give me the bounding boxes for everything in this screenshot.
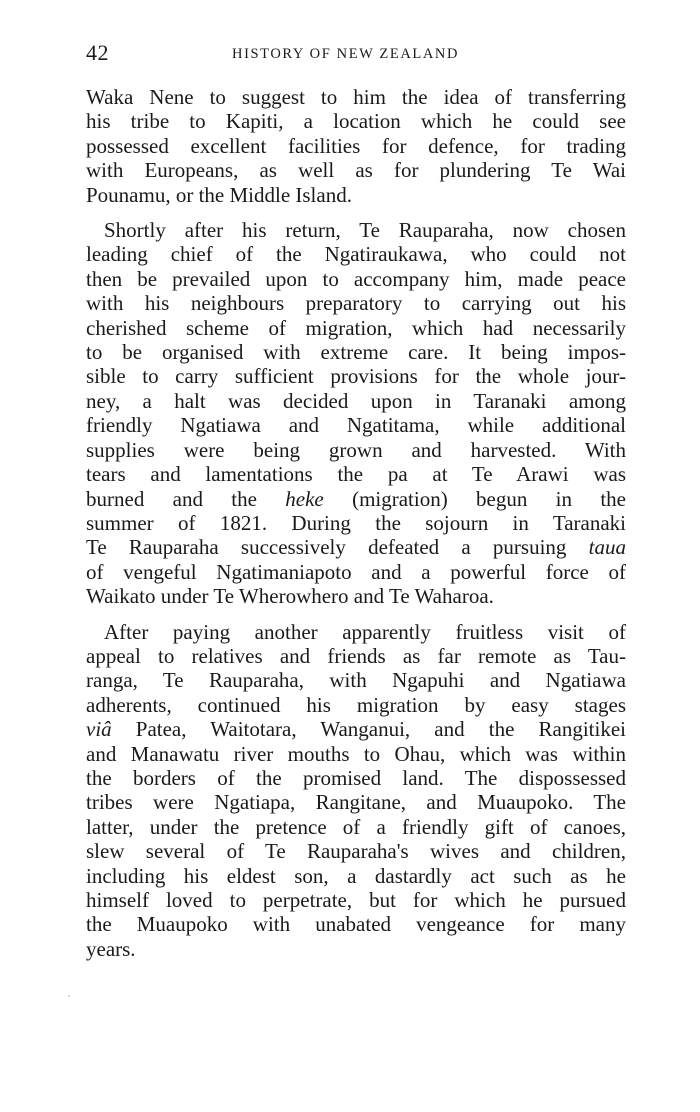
- text-line: possessed excellent facilities for defence, for trading: [86, 133, 626, 158]
- text-run: Patea, Waitotara, Wanganui, and the Rangitikei: [111, 717, 626, 742]
- text-line: summer of 1821. During the sojourn in Taranaki: [86, 510, 626, 535]
- text-line: ney, a halt was decided upon in Taranaki among: [86, 388, 626, 413]
- text-line: [86, 717, 626, 741]
- text-line: appeal to relatives and friends as far remote as Tau-: [86, 643, 626, 668]
- text-line: including his eldest son, a dastardly act such as he: [86, 863, 626, 888]
- text-line: slew several of Te Rauparaha's wives and children,: [86, 839, 626, 864]
- paragraph-2: [86, 218, 626, 609]
- page-number: 42: [86, 40, 109, 65]
- text-line: years.: [86, 936, 136, 961]
- text-line: sible to carry sufficient provisions for the whole jour-: [86, 364, 626, 389]
- text-line: Pounamu, or the Middle Island.: [86, 182, 352, 207]
- text-line: Waka Nene to suggest to him the idea of transferring: [86, 85, 626, 109]
- paper-speck: [68, 995, 70, 997]
- text-line: tribes were Ngatiapa, Rangitane, and Muaupoko. The: [86, 790, 626, 815]
- paragraph-3: [86, 620, 626, 962]
- italic-word: viâ: [86, 717, 112, 742]
- text-line: to be organised with extreme care. It being impos-: [86, 340, 626, 365]
- text-line: friendly Ngatiawa and Ngatitama, while additional: [86, 413, 626, 438]
- text-line: the borders of the promised land. The dispossessed: [86, 765, 626, 790]
- text-run: Te Rauparaha successively defeated a pursuing: [86, 535, 589, 560]
- text-line: [86, 535, 626, 559]
- body-text: [86, 85, 626, 961]
- text-line: cherished scheme of migration, which had necessarily: [86, 315, 626, 340]
- text-line: himself loved to perpetrate, but for which he pursued: [86, 888, 626, 912]
- text-line: latter, under the pretence of a friendly gift of canoes,: [86, 814, 626, 839]
- paragraph-1: [86, 85, 626, 207]
- text-line: [86, 487, 626, 511]
- text-line: tears and lamentations the pa at Te Arawi was: [86, 462, 626, 487]
- text-line: with Europeans, as well as for plundering Te Wai: [86, 158, 626, 183]
- text-line: leading chief of the Ngatiraukawa, who could not: [86, 242, 626, 267]
- text-line: with his neighbours preparatory to carrying out his: [86, 291, 626, 316]
- text-line: ranga, Te Rauparaha, with Ngapuhi and Ngatiawa: [86, 668, 626, 693]
- text-line: Shortly after his return, Te Rauparaha, now chosen: [104, 218, 626, 243]
- italic-word: heke: [285, 486, 324, 511]
- text-line: After paying another apparently fruitless visit of: [104, 619, 626, 644]
- text-line: supplies were being grown and harvested. With: [86, 437, 626, 462]
- text-line: his tribe to Kapiti, a location which he could see: [86, 109, 626, 134]
- italic-word: taua: [588, 535, 626, 560]
- text-line: and Manawatu river mouths to Ohau, which was within: [86, 741, 626, 766]
- text-line: Waikato under Te Wherowhero and Te Waharoa.: [86, 584, 494, 609]
- running-head: [86, 40, 628, 70]
- text-line: then be prevailed upon to accompany him, made peace: [86, 266, 626, 291]
- text-line: the Muaupoko with unabated vengeance for many: [86, 912, 626, 937]
- text-line: adherents, continued his migration by easy stages: [86, 692, 626, 717]
- text-run: burned and the: [86, 486, 286, 511]
- running-title: HISTORY OF NEW ZEALAND: [232, 46, 460, 62]
- text-line: of vengeful Ngatimaniapoto and a powerful force of: [86, 559, 626, 584]
- text-run: (migration) begun in the: [323, 486, 627, 511]
